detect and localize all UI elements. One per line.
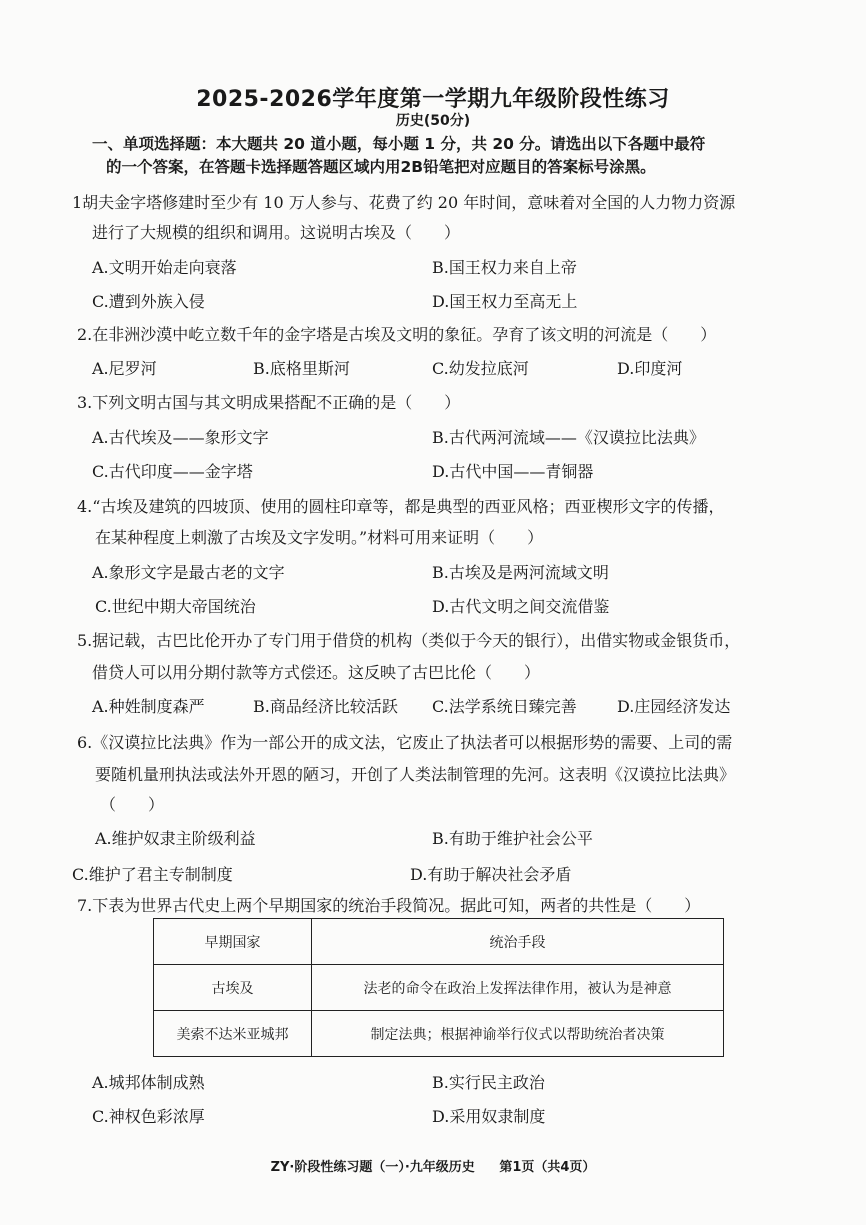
q6-option-b: B.有助于维护社会公平 xyxy=(432,829,593,848)
q4-stem-line-1: 4.“古埃及建筑的四坡顶、使用的圆柱印章等，都是典型的西亚风格；西亚楔形文字的传播， xyxy=(77,497,725,516)
q6-stem-line-3: （ ） xyxy=(100,795,165,814)
q3-stem: 3.下列文明古国与其文明成果搭配不正确的是（ ） xyxy=(77,393,461,412)
instructions-line-2: 的一个答案，在答题卡选择题答题区域内用2B铅笔把对应题目的答案标号涂黑。 xyxy=(106,158,656,176)
table-header-row xyxy=(154,919,724,965)
q3-option-b: B.古代两河流域——《汉谟拉比法典》 xyxy=(432,428,705,447)
table-header-state: 早期国家 xyxy=(154,919,312,965)
q7-stem: 7.下表为世界古代史上两个早期国家的统治手段简况。据此可知，两者的共性是（ ） xyxy=(77,896,701,915)
q5-option-c: C.法学系统日臻完善 xyxy=(432,697,577,716)
table-header-means: 统治手段 xyxy=(312,919,724,965)
q7-option-a: A.城邦体制成熟 xyxy=(92,1073,205,1092)
q3-option-d: D.古代中国——青铜器 xyxy=(432,462,594,481)
q2-option-c: C.幼发拉底河 xyxy=(432,359,529,378)
q3-option-c: C.古代印度——金字塔 xyxy=(92,462,253,481)
q5-option-b: B.商品经济比较活跃 xyxy=(253,697,398,716)
q5-stem-line-2: 借贷人可以用分期付款等方式偿还。这反映了古巴比伦（ ） xyxy=(92,663,541,682)
q1-stem-line-2: 进行了大规模的组织和调用。这说明古埃及（ ） xyxy=(92,223,461,242)
footer-title: ZY·阶段性练习题（一）·九年级历史 xyxy=(270,1160,475,1175)
q6-stem-line-2: 要随机量刑执法或法外开恩的陋习，开创了人类法制管理的先河。这表明《汉谟拉比法典》 xyxy=(95,765,736,784)
q7-table xyxy=(153,918,724,1057)
q5-stem-line-1: 5.据记载，古巴比伦开办了专门用于借贷的机构（类似于今天的银行），出借实物或金银货币， xyxy=(77,631,741,650)
q1-option-a: A.文明开始走向衰落 xyxy=(92,258,237,277)
q4-option-a: A.象形文字是最古老的文字 xyxy=(92,563,285,582)
q6-option-a: A.维护奴隶主阶级利益 xyxy=(95,829,256,848)
q7-option-b: B.实行民主政治 xyxy=(432,1073,545,1092)
q2-option-a: A.尼罗河 xyxy=(92,359,157,378)
q1-option-c: C.遭到外族入侵 xyxy=(92,292,205,311)
q5-option-d: D.庄园经济发达 xyxy=(617,697,731,716)
q2-option-d: D.印度河 xyxy=(617,359,683,378)
q5-option-a: A.种姓制度森严 xyxy=(92,697,205,716)
q3-option-a: A.古代埃及——象形文字 xyxy=(92,428,269,447)
instructions-line-1: 一、单项选择题：本大题共 20 道小题，每小题 1 分，共 20 分。请选出以下各题中最符 xyxy=(92,135,706,153)
q6-option-d: D.有助于解决社会矛盾 xyxy=(410,865,572,884)
q4-stem-line-2: 在某种程度上刺激了古埃及文字发明。”材料可用来证明（ ） xyxy=(95,528,544,547)
q6-option-c: C.维护了君主专制制度 xyxy=(72,865,233,884)
q6-stem-line-1: 6.《汉谟拉比法典》作为一部公开的成文法，它废止了执法者可以根据形势的需要、上司的需 xyxy=(77,733,733,752)
q1-option-d: D.国王权力至高无上 xyxy=(432,292,578,311)
table-cell-means: 制定法典；根据神谕举行仪式以帮助统治者决策 xyxy=(312,1011,724,1057)
q2-option-b: B.底格里斯河 xyxy=(253,359,350,378)
q2-stem: 2.在非洲沙漠中屹立数千年的金字塔是古埃及文明的象征。孕育了该文明的河流是（ ） xyxy=(77,325,717,344)
table-row xyxy=(154,965,724,1011)
exam-subtitle: 历史(50分) xyxy=(395,113,471,129)
table-cell-means: 法老的命令在政治上发挥法律作用，被认为是神意 xyxy=(312,965,724,1011)
table-cell-state: 古埃及 xyxy=(154,965,312,1011)
q7-option-d: D.采用奴隶制度 xyxy=(432,1107,546,1126)
table-cell-state: 美索不达米亚城邦 xyxy=(154,1011,312,1057)
q7-option-c: C.神权色彩浓厚 xyxy=(92,1107,205,1126)
page-footer xyxy=(0,1156,866,1175)
exam-title: 2025-2026学年度第一学期九年级阶段性练习 xyxy=(196,87,670,112)
footer-page-number: 第1页（共4页） xyxy=(499,1160,596,1175)
q1-option-b: B.国王权力来自上帝 xyxy=(432,258,577,277)
q4-option-c: C.世纪中期大帝国统治 xyxy=(95,597,256,616)
q1-stem-line-1: 1胡夫金字塔修建时至少有 10 万人参与、花费了约 20 年时间，意味着对全国的人力物力资源 xyxy=(72,193,736,212)
table-row xyxy=(154,1011,724,1057)
q4-option-b: B.古埃及是两河流域文明 xyxy=(432,563,609,582)
q4-option-d: D.古代文明之间交流借鉴 xyxy=(432,597,610,616)
